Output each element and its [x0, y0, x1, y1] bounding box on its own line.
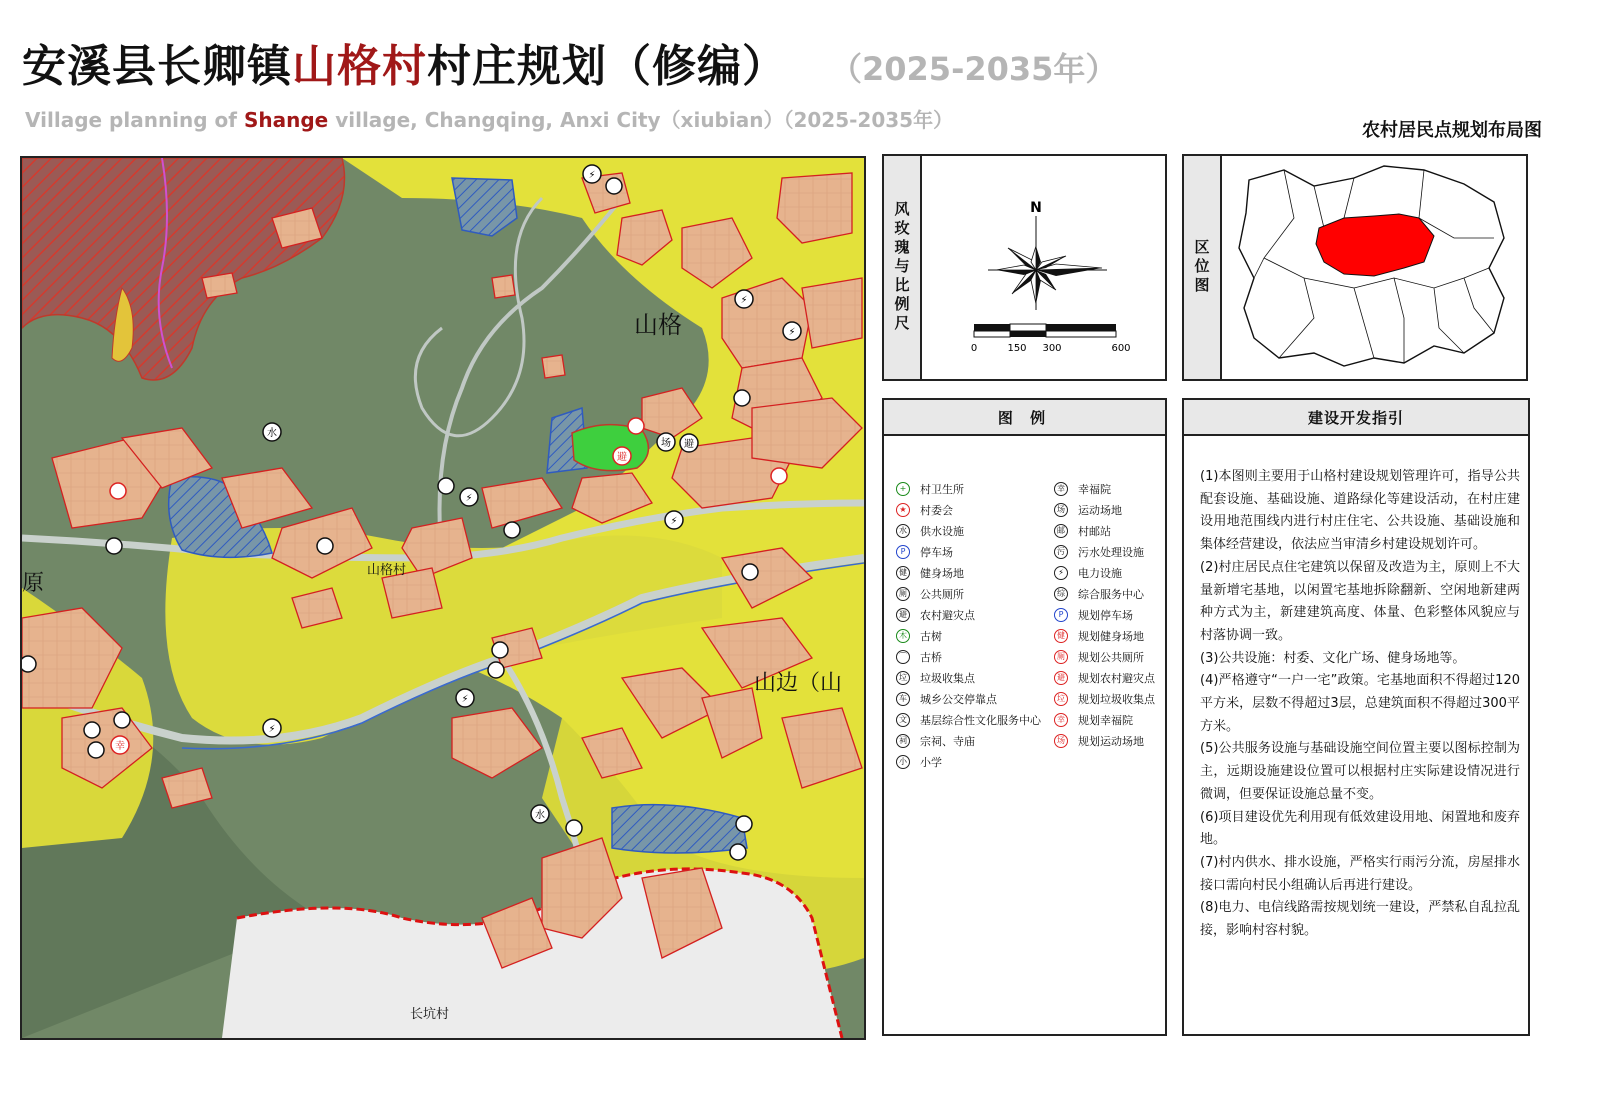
marker-power-3-glyph: ⚡: [788, 327, 796, 338]
guidance-paragraph: (4)严格遵守“一户一宅”政策。宅基地面积不得超过120平方米，层数不得超过3层，总建筑面积不得超过300平方米。: [1200, 673, 1520, 734]
marker-power-4: [460, 488, 478, 506]
marker-power-2: [735, 290, 753, 308]
legend-symbol-icon: 垃: [896, 671, 910, 685]
legend-left-column: [896, 478, 1041, 772]
legend-symbol-icon: 水: [896, 524, 910, 538]
legend-label: 规划公共厕所: [1078, 650, 1144, 664]
page-title: [22, 30, 787, 94]
title-part1: 安溪县长卿镇: [22, 41, 292, 92]
label-shange-big: 山格: [634, 311, 682, 339]
legend-label: 古桥: [920, 650, 942, 664]
marker-temple-1: [438, 478, 454, 494]
marker-happy-planned-glyph: 幸: [115, 741, 125, 752]
marker-garbage-8: [488, 662, 504, 678]
wind-rose-graphic: [922, 158, 1167, 378]
legend-item: [896, 583, 1041, 604]
legend-item: [1054, 646, 1155, 667]
legend-item: [1054, 478, 1155, 499]
legend-label: 供水设施: [920, 524, 964, 538]
legend-label: 农村避灾点: [920, 608, 975, 622]
legend-item: [1054, 604, 1155, 625]
scale-tick-0: 0: [970, 343, 978, 354]
legend-label: 电力设施: [1078, 566, 1122, 580]
marker-garbage-7: [504, 522, 520, 538]
label-yuan: 原: [22, 571, 45, 596]
guidance-paragraph: (3)公共设施：村委、文化广场、健身场地等。: [1200, 650, 1466, 666]
location-panel: [1182, 154, 1528, 381]
legend-item: [896, 625, 1041, 646]
marker-garbage-9: [114, 712, 130, 728]
wind-rose-panel-label: 风玫瑰与比例尺: [884, 156, 922, 379]
legend-item: [1054, 499, 1155, 520]
legend-item: [1054, 541, 1155, 562]
marker-postal: [606, 178, 622, 194]
legend-label: 幸福院: [1078, 482, 1111, 496]
marker-happy-planned: [111, 736, 129, 754]
legend-symbol-icon: 厕: [896, 587, 910, 601]
legend-symbol-icon: ★: [896, 503, 910, 517]
guidance-paragraph: (1)本图则主要用于山格村建设规划管理许可，指导公共配套设施、基础设施、道路绿化等建设活动，在村庄建设用地范围线内进行村庄住宅、公共设施、基础设施和集体经营建设，依法应当审清乡村建设规划许可。: [1200, 469, 1520, 553]
legend-symbol-icon: 幸: [1054, 713, 1068, 727]
scale-bar: [974, 324, 1116, 337]
legend-right-column: [1054, 478, 1155, 751]
marker-garbage-3: [106, 538, 122, 554]
legend-label: 规划幸福院: [1078, 713, 1133, 727]
legend-item: [1054, 562, 1155, 583]
legend-symbol-icon: ⌒: [896, 650, 910, 664]
marker-garbage-2: [317, 538, 333, 554]
subtitle-part2: village, Changqing, Anxi City（xiubian）（2025-2035年）: [328, 108, 954, 132]
title-highlight: 山格村: [292, 41, 427, 92]
legend-symbol-icon: 垃: [1054, 692, 1068, 706]
marker-garbage-11: [22, 656, 36, 672]
label-changkeng-village: 长坑村: [410, 1007, 450, 1022]
legend-item: [896, 688, 1041, 709]
legend-item: [1054, 583, 1155, 604]
marker-shelter-planned-glyph: 避: [617, 452, 627, 463]
marker-water-1-glyph: 水: [267, 428, 277, 439]
legend-symbol-icon: P: [1054, 608, 1068, 622]
legend-symbol-icon: 文: [896, 713, 910, 727]
guidance-paragraph: (5)公共服务设施与基础设施空间位置主要以图标控制为主，远期设施建设位置可以根据村庄实际建设情况进行微调，但要保证设施总量不变。: [1200, 741, 1520, 802]
marker-water-2: [531, 805, 549, 823]
legend-label: 城乡公交停靠点: [920, 692, 997, 706]
marker-garbage-10: [736, 816, 752, 832]
marker-power-6: [456, 689, 474, 707]
marker-shelter-glyph: 避: [684, 439, 694, 450]
legend-item: [896, 667, 1041, 688]
marker-power-3: [783, 322, 801, 340]
legend-item: [896, 604, 1041, 625]
marker-shelter: [680, 434, 698, 452]
guidance-paragraph: (6)项目建设优先利用现有低效建设用地、闲置地和废弃地。: [1200, 809, 1520, 848]
page-subtitle: [25, 104, 953, 133]
legend-label: 健身场地: [920, 566, 964, 580]
legend-label: 村委会: [920, 503, 953, 517]
legend-symbol-icon: 污: [1054, 545, 1068, 559]
legend-title: 图 例: [884, 400, 1165, 436]
marker-power-2-glyph: ⚡: [740, 295, 748, 306]
legend-label: 规划停车场: [1078, 608, 1133, 622]
location-map: [1224, 158, 1524, 378]
legend-item: [1054, 520, 1155, 541]
legend-label: 村邮站: [1078, 524, 1111, 538]
legend-label: 规划垃圾收集点: [1078, 692, 1155, 706]
legend-item: [1054, 625, 1155, 646]
marker-bridge: [492, 642, 508, 658]
cluster-37: [542, 355, 565, 378]
title-years: （2025-2035年）: [830, 50, 1118, 88]
marker-toilet-planned: [628, 418, 644, 434]
marker-venue-glyph: 场: [661, 438, 671, 449]
legend-symbol-icon: 祠: [896, 734, 910, 748]
marker-garbage-4: [734, 390, 750, 406]
cluster-36: [492, 275, 515, 298]
legend-item: [896, 520, 1041, 541]
legend-symbol-icon: 幸: [1054, 482, 1068, 496]
legend-item: [896, 709, 1041, 730]
marker-power-6-glyph: ⚡: [461, 694, 469, 705]
legend-symbol-icon: 健: [1054, 629, 1068, 643]
marker-venue: [657, 433, 675, 451]
legend-item: [1054, 688, 1155, 709]
legend-label: 公共厕所: [920, 587, 964, 601]
legend-item: [1054, 667, 1155, 688]
marker-power-7: [263, 719, 281, 737]
marker-power-1-glyph: ⚡: [588, 170, 596, 181]
legend-item: [896, 562, 1041, 583]
legend-symbol-icon: +: [896, 482, 910, 496]
legend-label: 小学: [920, 755, 942, 769]
marker-power-7-glyph: ⚡: [268, 724, 276, 735]
cluster-6: [802, 278, 862, 348]
main-map[interactable]: [20, 156, 866, 1040]
marker-water-2-glyph: 水: [535, 810, 545, 821]
guidance-paragraph: (8)电力、电信线路需按规划统一建设，严禁私自乱拉乱接，影响村容村貌。: [1200, 900, 1520, 939]
wind-rose-panel: [882, 154, 1167, 381]
marker-toilet: [88, 742, 104, 758]
map-type-title: 农村居民点规划布局图: [1362, 120, 1542, 141]
scale-ticks: [971, 343, 1131, 354]
legend-symbol-icon: 避: [1054, 671, 1068, 685]
legend-symbol-icon: 小: [896, 755, 910, 769]
legend-symbol-icon: 邮: [1054, 524, 1068, 538]
label-shange-village: 山格村: [367, 563, 407, 578]
north-arrow-label: N: [1030, 200, 1042, 216]
scale-tick-600: 600: [1111, 343, 1131, 354]
legend-symbol-icon: 场: [1054, 503, 1068, 517]
legend-label: 宗祠、寺庙: [920, 734, 975, 748]
legend-panel: [882, 398, 1167, 1036]
legend-item: [896, 646, 1041, 667]
legend-symbol-icon: 避: [896, 608, 910, 622]
marker-temple-3: [566, 820, 582, 836]
legend-symbol-icon: 厕: [1054, 650, 1068, 664]
legend-label: 运动场地: [1078, 503, 1122, 517]
legend-symbol-icon: 车: [896, 692, 910, 706]
legend-symbol-icon: P: [896, 545, 910, 559]
marker-garbage-6: [742, 564, 758, 580]
marker-power-1: [583, 165, 601, 183]
marker-temple-4: [730, 844, 746, 860]
marker-power-4-glyph: ⚡: [465, 493, 473, 504]
scale-tick-150: 150: [1007, 343, 1027, 354]
legend-label: 规划运动场地: [1078, 734, 1144, 748]
legend-item: [1054, 730, 1155, 751]
subtitle-highlight: Shange: [243, 108, 329, 132]
title-part2: 村庄规划（修编）: [427, 41, 787, 92]
scale-tick-300: 300: [1042, 343, 1062, 354]
legend-item: [896, 730, 1041, 751]
subtitle-part1: Village planning of: [25, 108, 244, 132]
guidance-text: [1200, 466, 1520, 943]
legend-symbol-icon: ⚡: [1054, 566, 1068, 580]
legend-symbol-icon: 综: [1054, 587, 1068, 601]
legend-label: 污水处理设施: [1078, 545, 1144, 559]
guidance-title: 建设开发指引: [1184, 400, 1528, 436]
marker-power-5: [665, 511, 683, 529]
wind-rose-petals: [996, 246, 1102, 304]
legend-label: 规划农村避灾点: [1078, 671, 1155, 685]
legend-label: 古树: [920, 629, 942, 643]
legend-label: 停车场: [920, 545, 953, 559]
legend-symbol-icon: 健: [896, 566, 910, 580]
guidance-paragraph: (2)村庄居民点住宅建筑以保留及改造为主，原则上不大量新增宅基地，以闲置宅基地拆除翻新、空闲地新建两种方式为主，新建建筑高度、体量、色彩整体风貌应与村落协调一致。: [1200, 559, 1520, 643]
guidance-panel: [1182, 398, 1530, 1036]
marker-water-1: [263, 423, 281, 441]
legend-symbol-icon: 木: [896, 629, 910, 643]
legend-item: [1054, 709, 1155, 730]
legend-item: [896, 541, 1041, 562]
marker-temple-2: [84, 722, 100, 738]
label-shanbian: 山边（山: [754, 671, 843, 696]
location-panel-label: 区位图: [1184, 156, 1222, 379]
legend-label: 垃圾收集点: [920, 671, 975, 685]
legend-item: [896, 751, 1041, 772]
legend-label: 基层综合性文化服务中心: [920, 713, 1041, 727]
legend-label: 规划健身场地: [1078, 629, 1144, 643]
legend-item: [896, 478, 1041, 499]
legend-symbol-icon: 场: [1054, 734, 1068, 748]
cluster-34: [202, 273, 237, 298]
legend-item: [896, 499, 1041, 520]
marker-shelter-planned: [613, 447, 631, 465]
guidance-paragraph: (7)村内供水、排水设施，严格实行雨污分流，房屋排水接口需向村民小组确认后再进行建设。: [1200, 854, 1520, 893]
legend-label: 综合服务中心: [1078, 587, 1144, 601]
marker-garbage-5: [771, 468, 787, 484]
marker-power-5-glyph: ⚡: [670, 516, 678, 527]
legend-label: 村卫生所: [920, 482, 964, 496]
marker-garbage-1: [110, 483, 126, 499]
